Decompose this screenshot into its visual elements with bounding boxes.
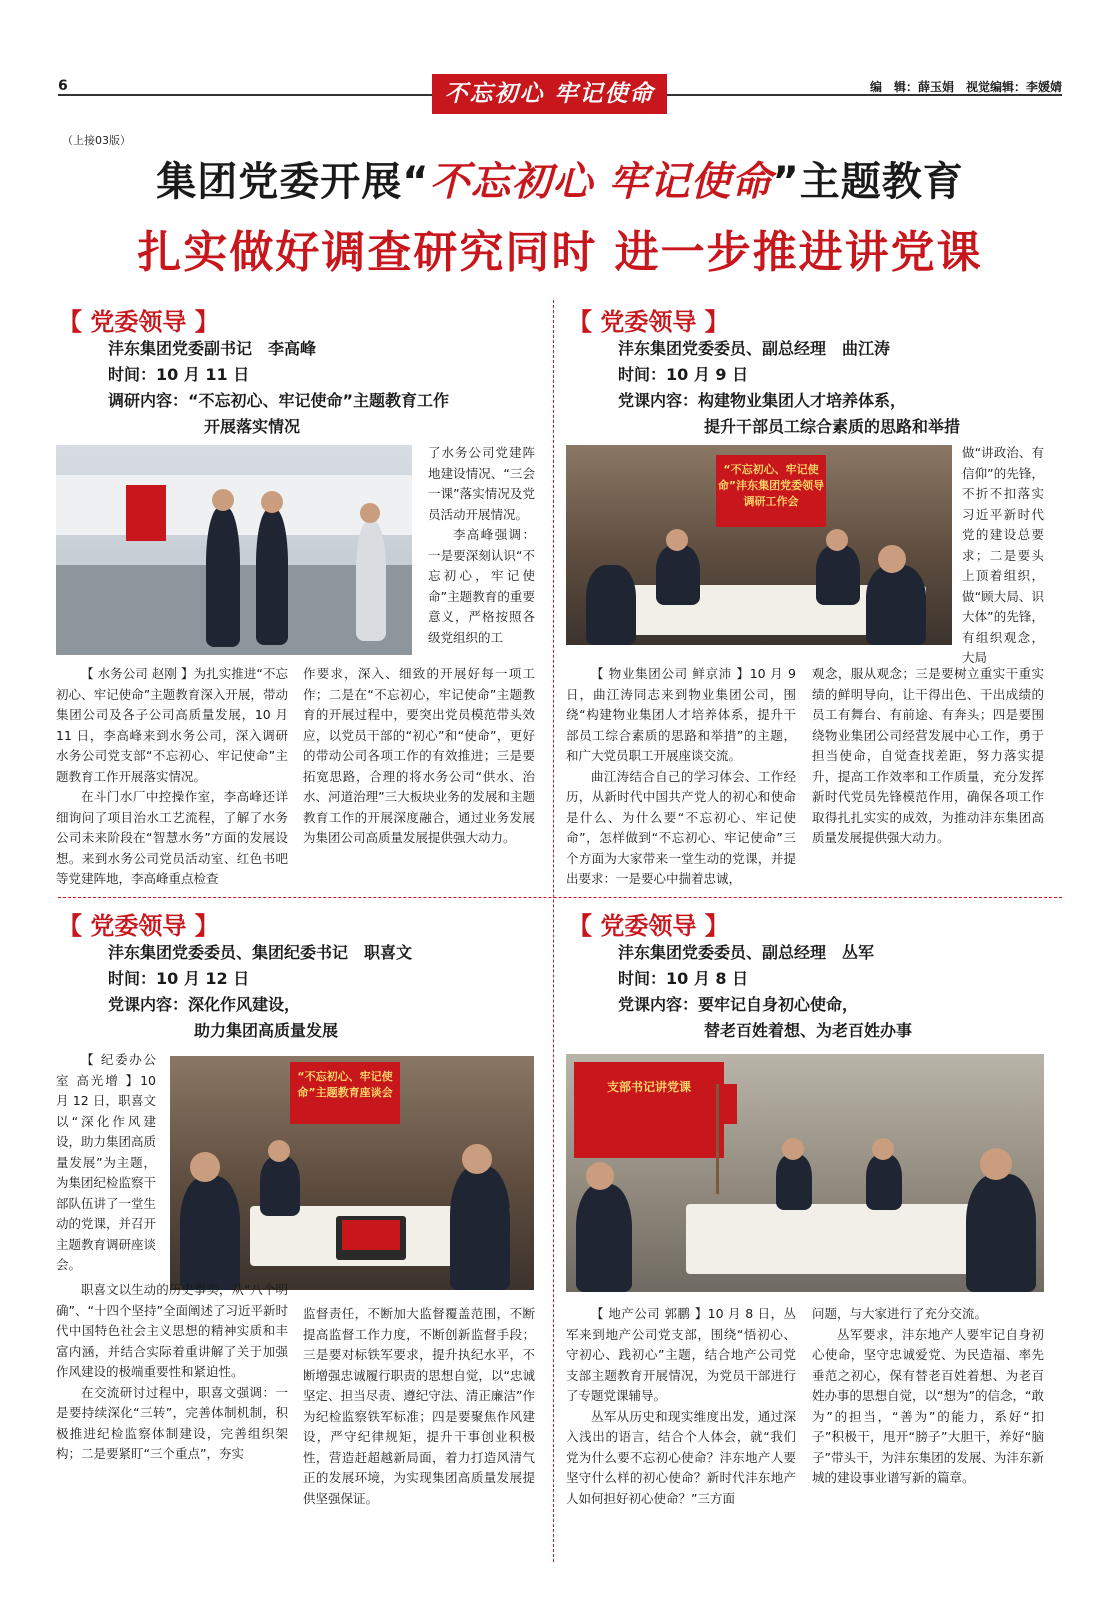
leader-name: 沣东集团党委委员、集团纪委书记 职喜文 — [108, 943, 413, 962]
screen-text: 支部书记讲党课 — [574, 1062, 724, 1158]
headline-highlight: 不忘初心 牢记使命 — [429, 158, 773, 205]
paragraph: 【 地产公司 郭鹏 】10 月 8 日，丛军来到地产公司党支部，围绕“悟初心、守初心、践初心”主题，结合地产公司党支部主题教育开展情况，为党员干部进行了专题党课辅导。 — [566, 1306, 796, 1403]
editor-credit: 编 辑：薛玉娟 视觉编辑：李媛婧 — [869, 80, 1062, 94]
paragraph: 问题，与大家进行了充分交流。 — [812, 1306, 988, 1321]
paragraph: 【 物业集团公司 鲜京沛 】10 月 9 日，曲江涛同志来到物业集团公司，围绕“构建物业集团人才培养体系，提升干部员工综合素质的思路和举措”的主题，和广大党员职工开展座谈交流。 — [566, 666, 796, 763]
paragraph: 职喜文以生动的历史事实，从“八个明确”、“十四个坚持”全面阐述了习近平新时代中国特色社会主义思想的精神实质和丰富内涵，并结合实际着重讲解了关于加强作风建设的极端重要性和紧迫性。 — [56, 1282, 288, 1379]
headline-line1 — [0, 150, 1120, 207]
header-banner: 不忘初心 牢记使命 — [432, 74, 667, 114]
paragraph: 丛军要求，沣东地产人要牢记自身初心使命，坚守忠诚爱党、为民造福、率先垂范之初心，保有替老百姓着想、为老百姓办事的思想自觉，以“想为”的信念，“敢为”的担当，“善为”的能力，系好“扣子”积极干，甩开“膀子”大胆干，养好“脑子”带头干，为沣东集团的发展、为沣东新城的建设事业谱写新的篇章。 — [812, 1326, 1044, 1485]
paragraph: 李高峰强调：一是要深刻认识“不忘初心，牢记使命”主题教育的重要意义，严格按照各级党组织的工 — [428, 527, 535, 645]
article-left-column — [56, 664, 288, 890]
screen-text: “不忘初心、牢记使命”沣东集团党委领导调研工作会 — [716, 455, 826, 527]
section-tag: 【 党委领导 】 — [58, 912, 219, 940]
meeting-time: 时间：10 月 9 日 — [618, 365, 749, 384]
meeting-time: 时间：10 月 8 日 — [618, 969, 749, 988]
article-side-column — [428, 443, 535, 648]
article-right-column — [812, 1304, 1044, 1489]
paragraph: 作要求，深入、细致的开展好每一项工作；二是在“不忘初心，牢记使命”主题教育的开展过程中，要突出党员模范带头效应，以党员干部的“初心”和“使命”，更好的带动公司各项工作的有效推进；三是要拓宽思路，合理的将水务公司“供水、治水、河道治理”三大板块业务的发展和主题教育工作的开展深度融合，通过业务发展为集团公司高质量发展提供强大动力。 — [303, 666, 535, 845]
continued-note: （上接03版） — [62, 134, 131, 147]
section-tag: 【 党委领导 】 — [58, 308, 219, 336]
paragraph: 在斗门水厂中控操作室，李高峰还详细询问了项目治水工艺流程，了解了水务公司未来阶段在“智慧水务”方面的发展设想。来到水务公司党员活动室、红色书吧等党建阵地，李高峰重点检查 — [56, 789, 288, 886]
meeting-time: 时间：10 月 12 日 — [108, 969, 250, 988]
article-right-column — [303, 1304, 535, 1509]
paragraph: 【 纪委办公室 高光增 】10 月 12 日，职喜文以“深化作风建设，助力集团高质量发展”为主题，为集团纪检监察干部队伍讲了一堂生动的党课，并召开主题教育调研座谈会。 — [56, 1052, 157, 1272]
paragraph: 监督责任，不断加大监督覆盖范围，不断提高监督工作力度，不断创新监督手段；三是要对标铁军要求，提升执纪水平，不断增强忠诚履行职责的思想自觉，以“忠诚坚定、担当尽责、遵纪守法、清正廉洁”作为纪检监察铁军标准；四是要聚焦作风建设，严守纪律规矩，提升干事创业积极性，营造赶超越新局面，着力打造风清气正的发展环境，为实现集团高质量发展提供坚强保证。 — [303, 1306, 535, 1506]
paragraph: 做“讲政治、有信仰”的先锋，不折不扣落实习近平新时代党的建设总要求；二是要头上顶着组织，做“顾大局、识大体”的先锋，有组织观念，大局 — [962, 445, 1044, 665]
topic-line: 党课内容：构建物业集团人才培养体系， — [618, 391, 907, 410]
topic-line: 提升干部员工综合素质的思路和举措 — [704, 417, 961, 436]
paragraph: 观念，服从观念；三是要树立重实干重实绩的鲜明导向，让干得出色、干出成绩的员工有舞台、有前途、有奔头；四是要围绕物业集团公司经营发展中心工作，勇于担当使命，自觉查找差距，努力落实提升，提高工作效率和工作质量，充分发挥新时代党员先锋模范作用，确保各项工作取得扎扎实实的成效，为推动沣东集团高质量发展提供强大动力。 — [812, 666, 1044, 845]
article-left-column — [566, 664, 796, 890]
section-meta — [618, 336, 1058, 440]
section-tag: 【 党委领导 】 — [568, 912, 729, 940]
topic-line: 党课内容：深化作风建设， — [108, 995, 301, 1014]
leader-name: 沣东集团党委委员、副总经理 丛军 — [618, 943, 875, 962]
topic-line: 开展落实情况 — [204, 417, 301, 436]
article-left-column — [566, 1304, 796, 1509]
paragraph: 了水务公司党建阵地建设情况、“三会一课”落实情况及党员活动开展情况。 — [428, 445, 535, 522]
photo-water-plant — [56, 445, 412, 655]
paragraph: 【 水务公司 赵刚 】为扎实推进“不忘初心、牢记使命”主题教育深入开展，带动集团公司及各子公司高质量发展，10 月 11 日，李高峰来到水务公司，深入调研水务公司党支部“不忘初心、牢记使命”主题教育工作开展落实情况。 — [56, 666, 288, 784]
section-meta — [618, 940, 1058, 1044]
section-meta — [108, 940, 548, 1044]
article-right-column — [303, 664, 535, 849]
headline-post: ”主题教育 — [772, 159, 964, 205]
leader-name: 沣东集团党委副书记 李高峰 — [108, 339, 317, 358]
screen-text: “不忘初心、牢记使命”主题教育座谈会 — [290, 1062, 400, 1124]
photo-meeting-property — [566, 445, 952, 645]
leader-name: 沣东集团党委委员、副总经理 曲江涛 — [618, 339, 891, 358]
topic-line: 调研内容：“不忘初心、牢记使命”主题教育工作 — [108, 391, 450, 410]
photo-meeting-realestate — [566, 1054, 1044, 1292]
article-right-column — [812, 664, 1044, 849]
section-tag: 【 党委领导 】 — [568, 308, 729, 336]
page-number: 6 — [58, 78, 68, 94]
headline-line2: 扎实做好调查研究同时 进一步推进讲党课 — [137, 227, 983, 278]
paragraph: 在交流研讨过程中，职喜文强调：一是要持续深化“三转”，完善体制机制，积极推进纪检监察体制建设，完善组织架构；二是要紧盯“三个重点”，夯实 — [56, 1384, 288, 1461]
meeting-time: 时间：10 月 11 日 — [108, 365, 250, 384]
topic-line: 助力集团高质量发展 — [194, 1021, 339, 1040]
paragraph: 曲江涛结合自己的学习体会、工作经历，从新时代中国共产党人的初心和使命是什么、为什么要“不忘初心、牢记使命”，怎样做到“不忘初心、牢记使命”三个方面为大家带来一堂生动的党课，并提出要求：一是要心中揣着忠诚， — [566, 768, 796, 886]
row-divider — [58, 897, 1062, 898]
section-meta — [108, 336, 548, 440]
photo-meeting-discipline — [170, 1056, 534, 1290]
topic-line: 替老百姓着想、为老百姓办事 — [704, 1021, 913, 1040]
article-side-column — [962, 443, 1044, 669]
paragraph: 丛军从历史和现实维度出发，通过深入浅出的语言，结合个人体会，就“我们党为什么要不忘初心使命？沣东地产人要坚守什么样的初心使命？新时代沣东地产人如何担好初心使命？”三方面 — [566, 1408, 796, 1506]
article-left-column — [56, 1280, 288, 1465]
article-side-column — [56, 1050, 156, 1276]
column-divider — [553, 300, 554, 1562]
topic-line: 党课内容：要牢记自身初心使命， — [618, 995, 859, 1014]
headline-pre: 集团党委开展“ — [156, 159, 430, 205]
